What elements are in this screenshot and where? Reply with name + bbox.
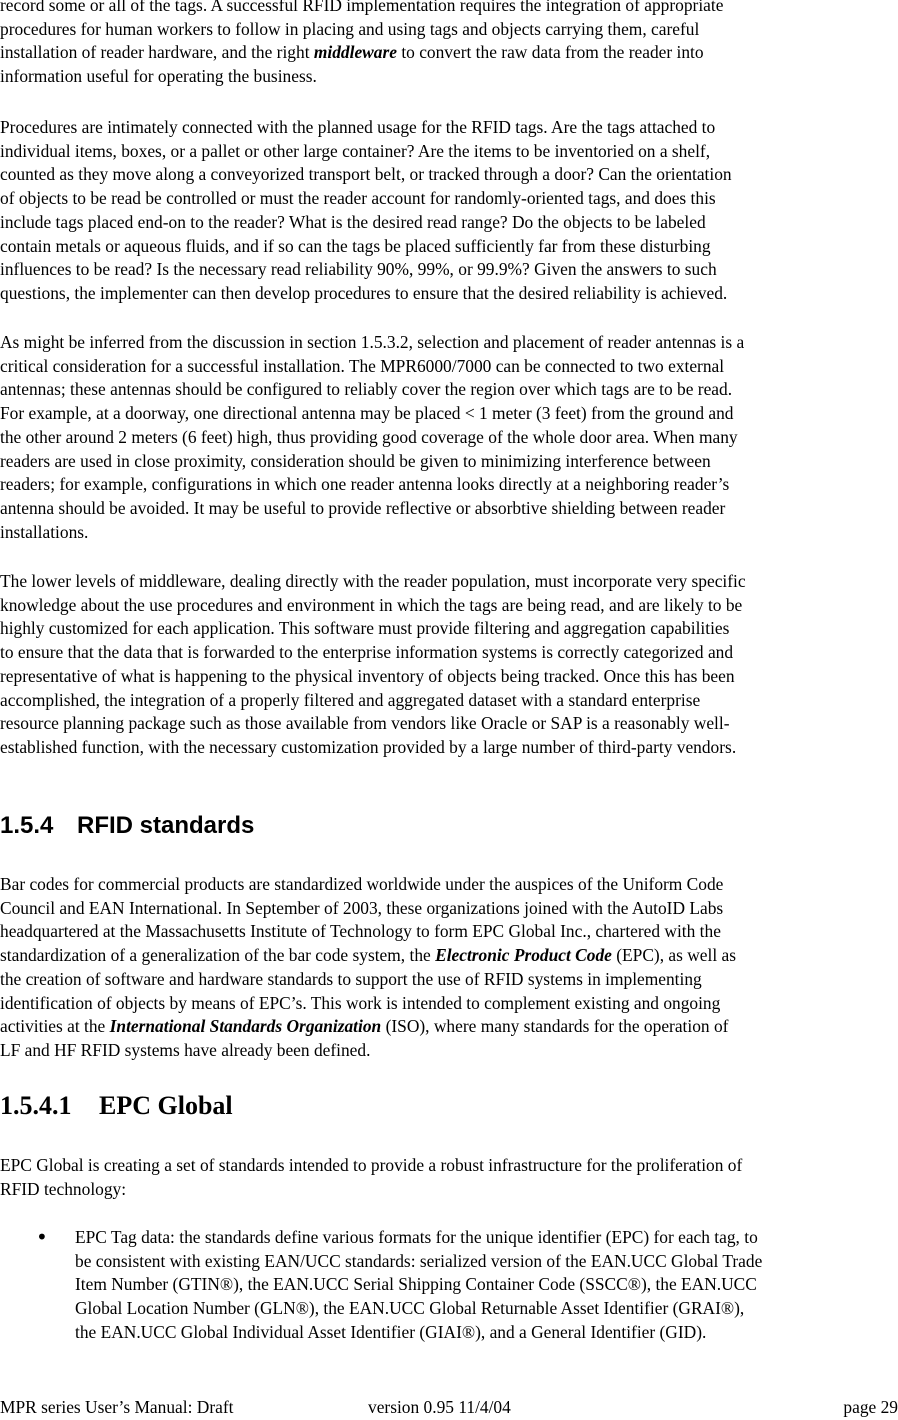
text-line: headquartered at the Massachusetts Institute of Technology to form EPC Global Inc., chartered with the bbox=[0, 921, 721, 942]
text-line: the EAN.UCC Global Individual Asset Identifier (GIAI®), and a General Identifier (GID). bbox=[75, 1321, 707, 1342]
text-run: (EPC), as well as bbox=[611, 945, 737, 966]
text-line: individual items, boxes, or a pallet or other large container? Are the items to be inventoried on a shelf, bbox=[0, 140, 711, 161]
text-line: Procedures are intimately connected with the planned usage for the RFID tags. Are the tags attached to bbox=[0, 117, 716, 137]
paragraph-procedures bbox=[0, 116, 885, 306]
text-line: EPC Global is creating a set of standards intended to provide a robust infrastructure for the proliferation of bbox=[0, 1155, 743, 1175]
text-run: (ISO), where many standards for the operation of bbox=[381, 1016, 729, 1037]
text-line: LF and HF RFID systems have already been defined. bbox=[0, 1039, 371, 1060]
text-line: readers; for example, configurations in which one reader antenna looks directly at a neighboring reader’s bbox=[0, 474, 730, 495]
page-footer bbox=[0, 1396, 898, 1420]
section-number: 1.5.4 bbox=[0, 812, 54, 839]
subsection-heading-epc-global bbox=[0, 1088, 233, 1124]
text-run: standardization of a generalization of the bar code system, the bbox=[0, 945, 436, 966]
text-line: Global Location Number (GLN®), the EAN.UCC Global Returnable Asset Identifier (GRAI®), bbox=[75, 1298, 745, 1319]
text-line: Bar codes for commercial products are standardized worldwide under the auspices of the Uniform Code bbox=[0, 874, 724, 894]
text-line: For example, at a doorway, one directional antenna may be placed < 1 meter (3 feet) from the ground and bbox=[0, 403, 734, 424]
bullet-marker: • bbox=[36, 1225, 48, 1249]
paragraph-middleware bbox=[0, 570, 885, 760]
emphasis-epc: Electronic Product Code bbox=[435, 945, 612, 966]
text-run: installation of reader hardware, and the right bbox=[0, 42, 314, 63]
text-run: activities at the bbox=[0, 1016, 110, 1037]
text-line: established function, with the necessary customization provided by a large number of third-party vendors. bbox=[0, 736, 737, 757]
emphasis-middleware: middleware bbox=[313, 42, 397, 63]
section-heading-rfid-standards bbox=[0, 808, 254, 844]
text-line: Council and EAN International. In September of 2003, these organizations joined with the AutoID Labs bbox=[0, 897, 724, 918]
text-line: antenna should be avoided. It may be useful to provide reflective or absorbtive shielding between reader bbox=[0, 497, 726, 518]
text-line: Item Number (GTIN®), the EAN.UCC Serial Shipping Container Code (SSCC®), the EAN.UCC bbox=[75, 1274, 757, 1295]
text-line: procedures for human workers to follow in placing and using tags and objects carrying them, careful bbox=[0, 18, 700, 39]
text-line: the other around 2 meters (6 feet) high, thus providing good coverage of the whole door area. When many bbox=[0, 426, 738, 447]
text-line: record some or all of the tags. A successful RFID implementation requires the integration of appropriate bbox=[0, 0, 724, 15]
footer-manual-title: MPR series User’s Manual: Draft bbox=[0, 1397, 234, 1417]
text-line: antennas; these antennas should be configured to reliably cover the region over which tags are to be read. bbox=[0, 379, 733, 400]
text-line: identification of objects by means of EPC’s. This work is intended to complement existing and ongoing bbox=[0, 992, 721, 1013]
text-line: to ensure that the data that is forwarded to the enterprise information systems is correctly categorized and bbox=[0, 642, 734, 663]
text-line: readers are used in close proximity, consideration should be given to minimizing interference between bbox=[0, 450, 711, 471]
text-run: to convert the raw data from the reader into bbox=[396, 42, 704, 63]
text-line: influences to be read? Is the necessary read reliability 90%, 99%, or 99.9%? Given the answers to such bbox=[0, 259, 717, 280]
text-line: information useful for operating the business. bbox=[0, 66, 317, 87]
text-line: RFID technology: bbox=[0, 1178, 127, 1199]
subsection-number: 1.5.4.1 bbox=[0, 1091, 72, 1120]
text-line: installations. bbox=[0, 521, 89, 542]
text-line: knowledge about the use procedures and environment in which the tags are being read, and are likely to be bbox=[0, 594, 743, 615]
paragraph-bar-codes bbox=[0, 873, 885, 1063]
text-line: highly customized for each application. This software must provide filtering and aggregation capabilities bbox=[0, 618, 730, 639]
text-line: the creation of software and hardware standards to support the use of RFID systems in implementing bbox=[0, 968, 702, 989]
text-line: be consistent with existing EAN/UCC standards: serialized version of the EAN.UCC Global Trade bbox=[75, 1250, 763, 1271]
text-line: counted as they move along a conveyorized transport belt, or tracked through a door? Can the orientation bbox=[0, 164, 732, 185]
footer-page-number: page 29 bbox=[843, 1397, 898, 1417]
text-line: As might be inferred from the discussion in section 1.5.3.2, selection and placement of reader antennas is a bbox=[0, 332, 745, 352]
text-line bbox=[0, 944, 885, 968]
text-line: of objects to be read be controlled or must the reader account for randomly-oriented tags, and does this bbox=[0, 188, 716, 209]
text-line bbox=[0, 41, 885, 65]
text-line: The lower levels of middleware, dealing directly with the reader population, must incorporate very specific bbox=[0, 571, 746, 591]
footer-version: version 0.95 11/4/04 bbox=[368, 1397, 511, 1417]
paragraph-implementation bbox=[0, 0, 885, 89]
bullet-item-epc-tag-data bbox=[75, 1226, 890, 1345]
text-line: representative of what is happening to the physical inventory of objects being tracked. Once this has been bbox=[0, 665, 735, 686]
emphasis-iso: International Standards Organization bbox=[109, 1016, 382, 1037]
text-line: EPC Tag data: the standards define various formats for the unique identifier (EPC) for each tag, to bbox=[75, 1227, 758, 1247]
paragraph-antennas bbox=[0, 331, 885, 544]
text-line: contain metals or aqueous fluids, and if so can the tags be placed sufficiently far from these disturbing bbox=[0, 235, 711, 256]
text-line: accomplished, the integration of a properly filtered and aggregated dataset with a standard enterprise bbox=[0, 689, 701, 710]
text-line: questions, the implementer can then develop procedures to ensure that the desired reliability is achieved. bbox=[0, 282, 728, 303]
text-line: resource planning package such as those available from vendors like Oracle or SAP is a reasonably well- bbox=[0, 713, 730, 734]
text-line: critical consideration for a successful installation. The MPR6000/7000 can be connected to two external bbox=[0, 355, 725, 376]
subsection-title: EPC Global bbox=[99, 1091, 233, 1120]
section-title: RFID standards bbox=[77, 812, 255, 839]
text-line: include tags placed end-on to the reader? What is the desired read range? Do the objects to be labeled bbox=[0, 211, 706, 232]
paragraph-epc-global bbox=[0, 1154, 885, 1201]
text-line bbox=[0, 1015, 885, 1039]
